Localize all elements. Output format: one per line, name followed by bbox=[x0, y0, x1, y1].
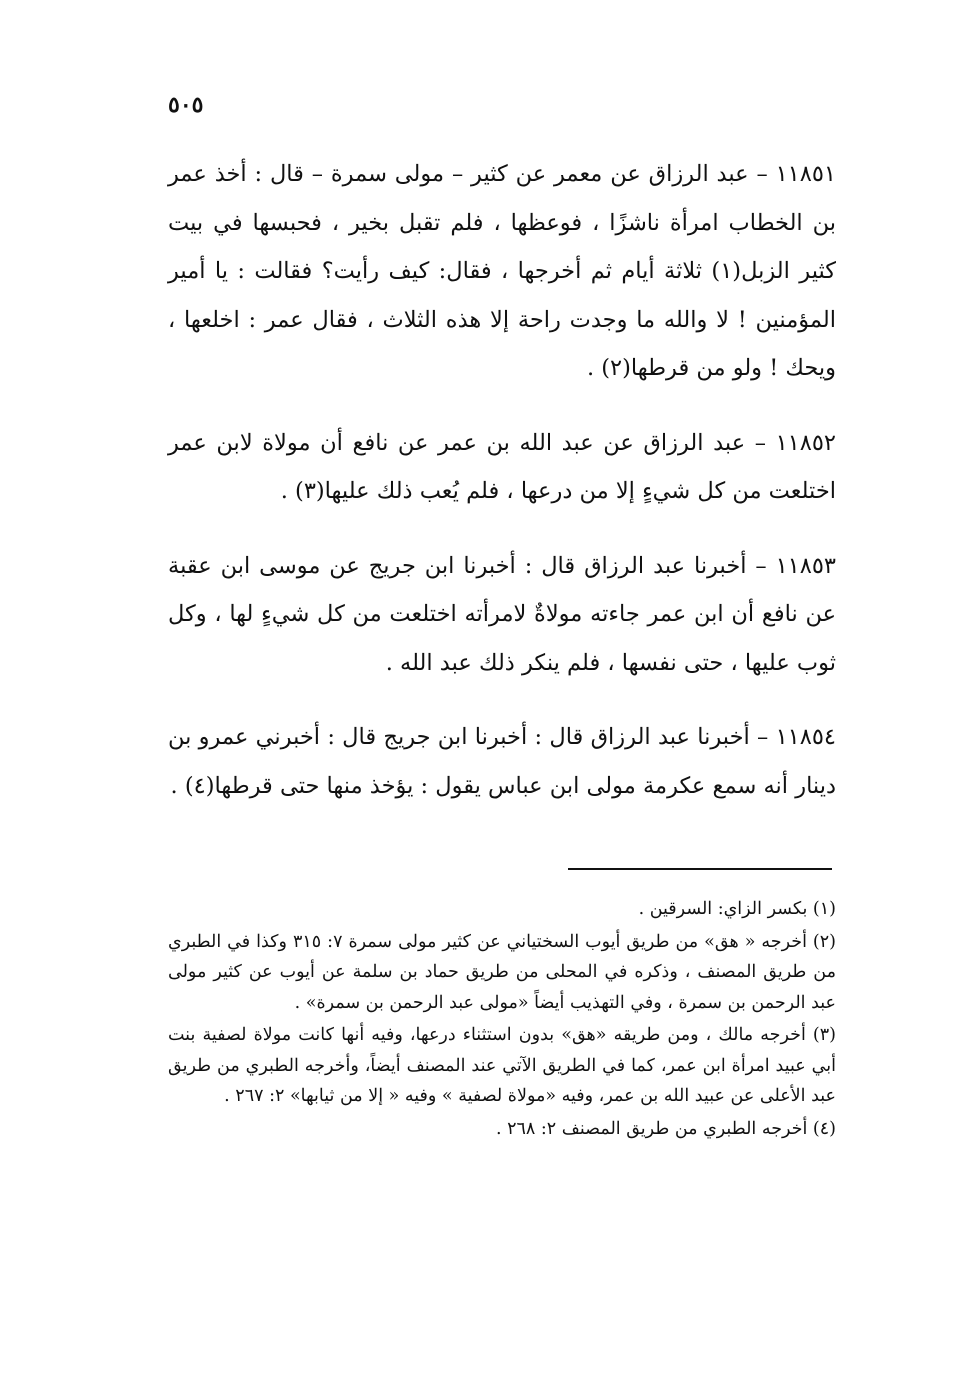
footnote: (٤) أخرجه الطبري من طريق المصنف ٢: ٢٦٨ . bbox=[495, 1118, 836, 1139]
hadith-number: ١١٨٥٣ bbox=[775, 552, 837, 579]
hadith-text: – أخبرنا عبد الرزاق قال : أخبرنا ابن جريج عن موسى ابن عقبة عن نافع أن ابن عمر جاءته مولاةٌ لامرأته اختلعت من كل شيءٍ لها ، وكل ثوب عليها ، حتى نفسها ، فلم ينكر ذلك عبد الله . bbox=[168, 552, 836, 676]
page-number: ٥٠٥ bbox=[168, 92, 204, 118]
main-text bbox=[168, 150, 836, 836]
hadith-paragraph bbox=[168, 419, 836, 516]
hadith-number: ١١٨٥١ bbox=[775, 161, 836, 187]
hadith-paragraph bbox=[168, 150, 836, 393]
footnote: (٣) أخرجه مالك ، ومن طريقه «هق» بدون استثناء درعها، وفيه أنها كانت مولاة لصفية بنت أبي عبيد امرأة ابن عمر، كما في الطريق الآتي عند المصنف أيضاً، وأخرجه الطبري من طريق عبد الأعلى عن عبيد الله بن عمر، وفيه «مولاة لصفية » وفيه « إلا من ثيابها» ٢: ٢٦٧ . bbox=[168, 1025, 836, 1106]
hadith-number: ١١٨٥٤ bbox=[775, 724, 836, 750]
hadith-number: ١١٨٥٢ bbox=[775, 429, 836, 456]
hadith-text: – أخبرنا عبد الرزاق قال : أخبرنا ابن جريج قال : أخبرني عمرو بن دينار أنه سمع عكرمة مولى ابن عباس يقول : يؤخذ منها حتى قرطها(٤) . bbox=[168, 724, 836, 799]
hadith-paragraph bbox=[168, 713, 836, 810]
footnote: (١) بكسر الزاي: السرقين . bbox=[638, 899, 836, 919]
footnotes bbox=[168, 894, 836, 1146]
footnote: (٢) أخرجه « هق» من طريق أيوب السختياني عن كثير مولى سمرة ٧: ٣١٥ وكذا في الطبري من طريق المصنف ، وذكره في المحلى من طريق حماد بن سلمة عن أيوب عن كثير مولى عبد الرحمن بن سمرة ، وفي التهذيب أيضاً «مولى عبد الرحمن بن سمرة» . bbox=[168, 931, 836, 1013]
hadith-text: – عبد الرزاق عن معمر عن كثير – مولى سمرة – قال : أخذ عمر بن الخطاب امرأة ناشزًا ، فوعظها ، فلم تقبل بخير ، فحبسها في بيت كثير الزبل(١) ثلاثة أيام ثم أخرجها ، فقال: كيف رأيت؟ فقالت : يا أمير المؤمنين ! لا والله ما وجدت راحة إلا هذه الثلاث ، فقال عمر : اخلعها ، ويحك ! ولو من قرطها(٢) . bbox=[168, 161, 836, 381]
hadith-entry bbox=[168, 713, 836, 810]
hadith-entry bbox=[168, 150, 836, 393]
hadith-entry bbox=[168, 542, 836, 688]
hadith-text: – عبد الرزاق عن عبد الله بن عمر عن نافع أن مولاة لابن عمر اختلعت من كل شيءٍ إلا من درعها ، فلم يُعب ذلك عليها(٣) . bbox=[168, 429, 836, 504]
hadith-paragraph bbox=[168, 542, 836, 688]
footnote-divider bbox=[568, 868, 832, 870]
hadith-entry bbox=[168, 419, 836, 516]
